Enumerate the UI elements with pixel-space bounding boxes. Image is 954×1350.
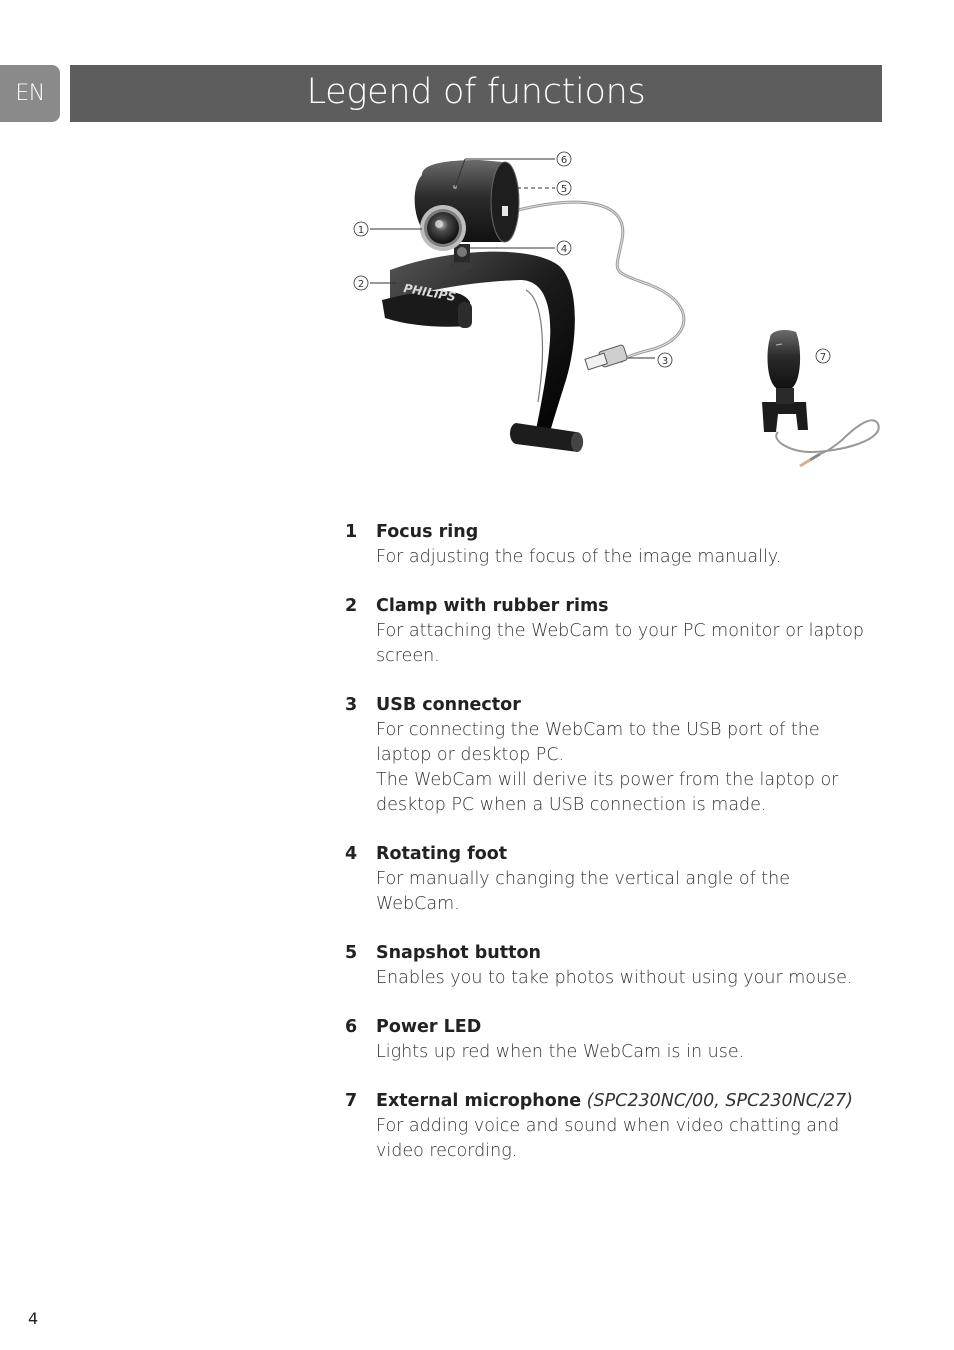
legend-number: 4 <box>345 844 358 864</box>
legend-description: For adjusting the focus of the image manually. <box>376 547 782 567</box>
callout-4 <box>557 241 571 255</box>
svg-text:3: 3 <box>661 356 669 367</box>
snapshot-button <box>502 206 508 216</box>
legend-description: Lights up red when the WebCam is in use. <box>376 1042 745 1062</box>
legend-number: 2 <box>345 596 358 616</box>
svg-text:4: 4 <box>560 244 568 255</box>
svg-text:7: 7 <box>819 352 827 363</box>
legend-description: For connecting the WebCam to the USB port of the laptop or desktop PC. <box>376 720 820 765</box>
svg-text:1: 1 <box>357 225 365 236</box>
legend-term: Clamp with rubber rims <box>376 596 609 616</box>
legend-item <box>345 1089 875 1164</box>
legend-list <box>345 520 875 1188</box>
legend-description: For attaching the WebCam to your PC monitor or laptop screen. <box>376 621 865 666</box>
callout-2 <box>354 276 368 290</box>
page-number: 4 <box>28 1309 39 1328</box>
legend-number: 5 <box>345 943 358 963</box>
callout-7 <box>816 349 830 363</box>
webcam-drawing <box>330 140 890 480</box>
legend-item <box>345 842 875 917</box>
legend-item <box>345 594 875 669</box>
legend-description: For adding voice and sound when video chatting and video recording. <box>376 1116 840 1161</box>
legend-term: Rotating foot <box>376 844 508 864</box>
callout-5 <box>557 181 571 195</box>
svg-text:2: 2 <box>357 279 365 290</box>
legend-description: Enables you to take photos without using your mouse. <box>376 968 853 988</box>
brand-logo: PHILIPS <box>402 281 457 305</box>
callout-6 <box>557 152 571 166</box>
legend-item <box>345 1015 875 1065</box>
callout-3 <box>658 353 672 367</box>
legend-description: For manually changing the vertical angle of the WebCam. <box>376 869 791 914</box>
legend-term: USB connector <box>376 695 521 715</box>
svg-text:5: 5 <box>560 184 568 195</box>
legend-item <box>345 941 875 991</box>
legend-term: Snapshot button <box>376 943 541 963</box>
language-tab: EN <box>0 65 60 122</box>
legend-item <box>345 520 875 570</box>
clamp <box>390 252 575 432</box>
callout-1 <box>354 222 368 236</box>
page-title: Legend of functions <box>70 65 882 122</box>
usb-connector <box>585 344 628 369</box>
legend-term: External microphone <box>376 1091 582 1111</box>
legend-term: Focus ring <box>376 522 479 542</box>
legend-item <box>345 693 875 818</box>
legend-number: 6 <box>345 1017 358 1037</box>
svg-text:6: 6 <box>560 155 568 166</box>
legend-number: 1 <box>345 522 358 542</box>
legend-model-note: (SPC230NC/00, SPC230NC/27) <box>586 1091 853 1111</box>
legend-description: The WebCam will derive its power from the laptop or desktop PC when a USB connection is made. <box>376 770 839 815</box>
legend-number: 7 <box>345 1091 358 1111</box>
legend-number: 3 <box>345 695 358 715</box>
legend-term: Power LED <box>376 1017 482 1037</box>
focus-ring <box>420 205 466 251</box>
webcam-illustration <box>330 140 890 480</box>
